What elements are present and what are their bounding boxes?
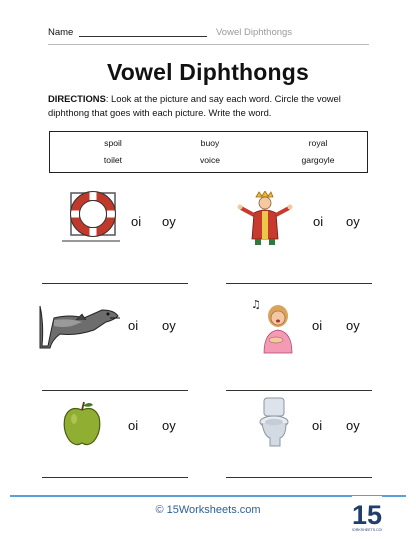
option-oi[interactable]: oi: [131, 214, 142, 229]
toilet-icon: [256, 396, 292, 448]
logo-number: 15: [352, 500, 382, 530]
answer-line[interactable]: [226, 283, 372, 284]
name-write-line: [79, 36, 207, 37]
option-oy[interactable]: oy: [162, 418, 176, 433]
page-title: Vowel Diphthongs: [106, 59, 310, 85]
option-oy[interactable]: oy: [346, 214, 360, 229]
life-buoy-icon: [62, 190, 126, 244]
answer-line[interactable]: [42, 283, 188, 284]
answer-line[interactable]: [226, 390, 372, 391]
word-bank-item: spoil: [104, 138, 122, 148]
header-topic: Vowel Diphthongs: [216, 27, 293, 38]
word-bank-item: royal: [308, 138, 328, 148]
word-bank-item: toilet: [103, 155, 123, 165]
option-oi[interactable]: oi: [128, 318, 139, 333]
logo-subtext: ORKSHEETS.CO: [352, 528, 382, 532]
word-bank-item: buoy: [200, 138, 220, 148]
option-oy[interactable]: oy: [162, 214, 176, 229]
option-oi[interactable]: oi: [313, 214, 324, 229]
answer-line[interactable]: [42, 390, 188, 391]
option-oy[interactable]: oy: [346, 418, 360, 433]
footer-divider: [10, 495, 406, 497]
footer-link[interactable]: © 15Worksheets.com: [155, 504, 261, 516]
directions-label: DIRECTIONS: [48, 93, 106, 104]
option-oy[interactable]: oy: [346, 318, 360, 333]
answer-line[interactable]: [226, 477, 372, 478]
header-divider: [48, 44, 369, 45]
directions-text: : Look at the picture and say each word. Circle the vowel diphthong that goes with each picture. Write the word.: [48, 93, 341, 118]
directions: [48, 92, 370, 119]
gargoyle-icon: [36, 296, 122, 352]
option-oi[interactable]: oi: [128, 418, 139, 433]
name-label: Name: [48, 27, 74, 38]
word-bank: [49, 131, 368, 173]
answer-line[interactable]: [42, 477, 188, 478]
apple-icon: [62, 401, 102, 447]
option-oy[interactable]: oy: [162, 318, 176, 333]
svg-text:♫: ♫: [251, 298, 261, 311]
option-oi[interactable]: oi: [312, 318, 323, 333]
king-icon: [236, 191, 294, 247]
word-bank-item: voice: [199, 155, 221, 165]
worksheets-logo: [352, 496, 382, 534]
singing-woman-icon: [250, 296, 300, 354]
option-oi[interactable]: oi: [312, 418, 323, 433]
word-bank-item: gargoyle: [301, 155, 335, 165]
